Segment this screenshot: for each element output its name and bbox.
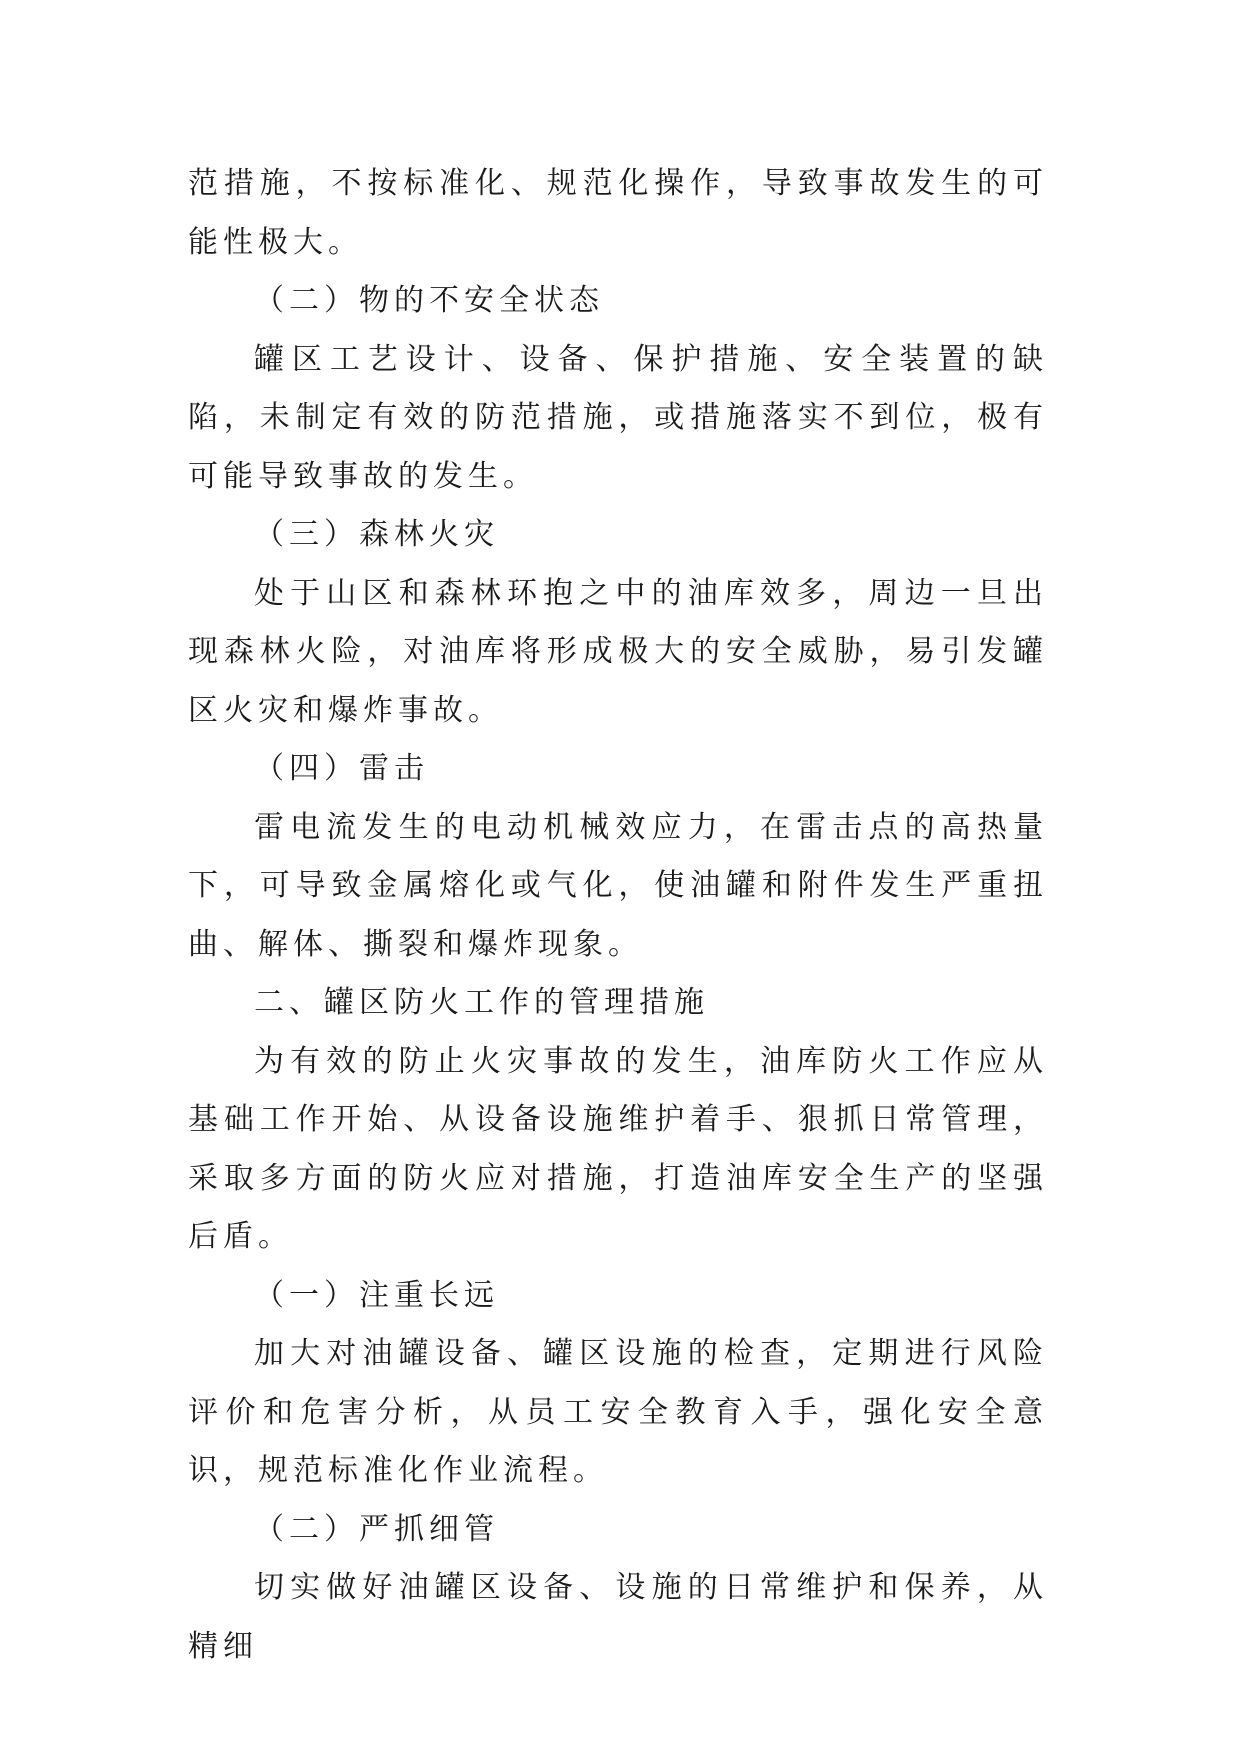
paragraph-fire-management: 为有效的防止火灾事故的发生，油库防火工作应从基础工作开始、从设备设施维护着手、狠抓日常管理，采取多方面的防火应对措施，打造油库安全生产的坚强后盾。 <box>188 1043 1048 1254</box>
paragraph-lightning: 雷电流发生的电动机械效应力，在雷击点的高热量下，可导致金属熔化或气化，使油罐和附件发生严重扭曲、解体、撕裂和爆炸现象。 <box>188 809 1048 962</box>
document-body <box>188 155 1048 1676</box>
section-heading-2: 二、罐区防火工作的管理措施 <box>254 985 709 1020</box>
paragraph-long-term: 加大对油罐设备、罐区设施的检查，定期进行风险评价和危害分析，从员工安全教育入手，强化安全意识，规范标准化作业流程。 <box>188 1336 1048 1488</box>
section-heading-3-1: （一）注重长远 <box>254 1277 499 1313</box>
paragraph-1: 范措施，不按标准化、规范化操作，导致事故发生的可能性极大。 <box>188 166 1048 260</box>
paragraph-unsafe-state: 罐区工艺设计、设备、保护措施、安全装置的缺陷，未制定有效的防范措施，或措施落实不到位，极有可能导致事故的发生。 <box>188 341 1048 494</box>
section-heading-2-2: （二）物的不安全状态 <box>254 283 604 318</box>
section-heading-2-3: （三）森林火灾 <box>254 517 499 552</box>
paragraph-strict-management: 切实做好油罐区设备、设施的日常维护和保养，从精细 <box>188 1570 1048 1664</box>
section-heading-2-4: （四）雷击 <box>254 751 429 786</box>
section-heading-3-2: （二）严抓细管 <box>254 1511 499 1547</box>
paragraph-forest-fire: 处于山区和森林环抱之中的油库效多，周边一旦出现森林火险，对油库将形成极大的安全威胁，易引发罐区火灾和爆炸事故。 <box>188 575 1048 728</box>
